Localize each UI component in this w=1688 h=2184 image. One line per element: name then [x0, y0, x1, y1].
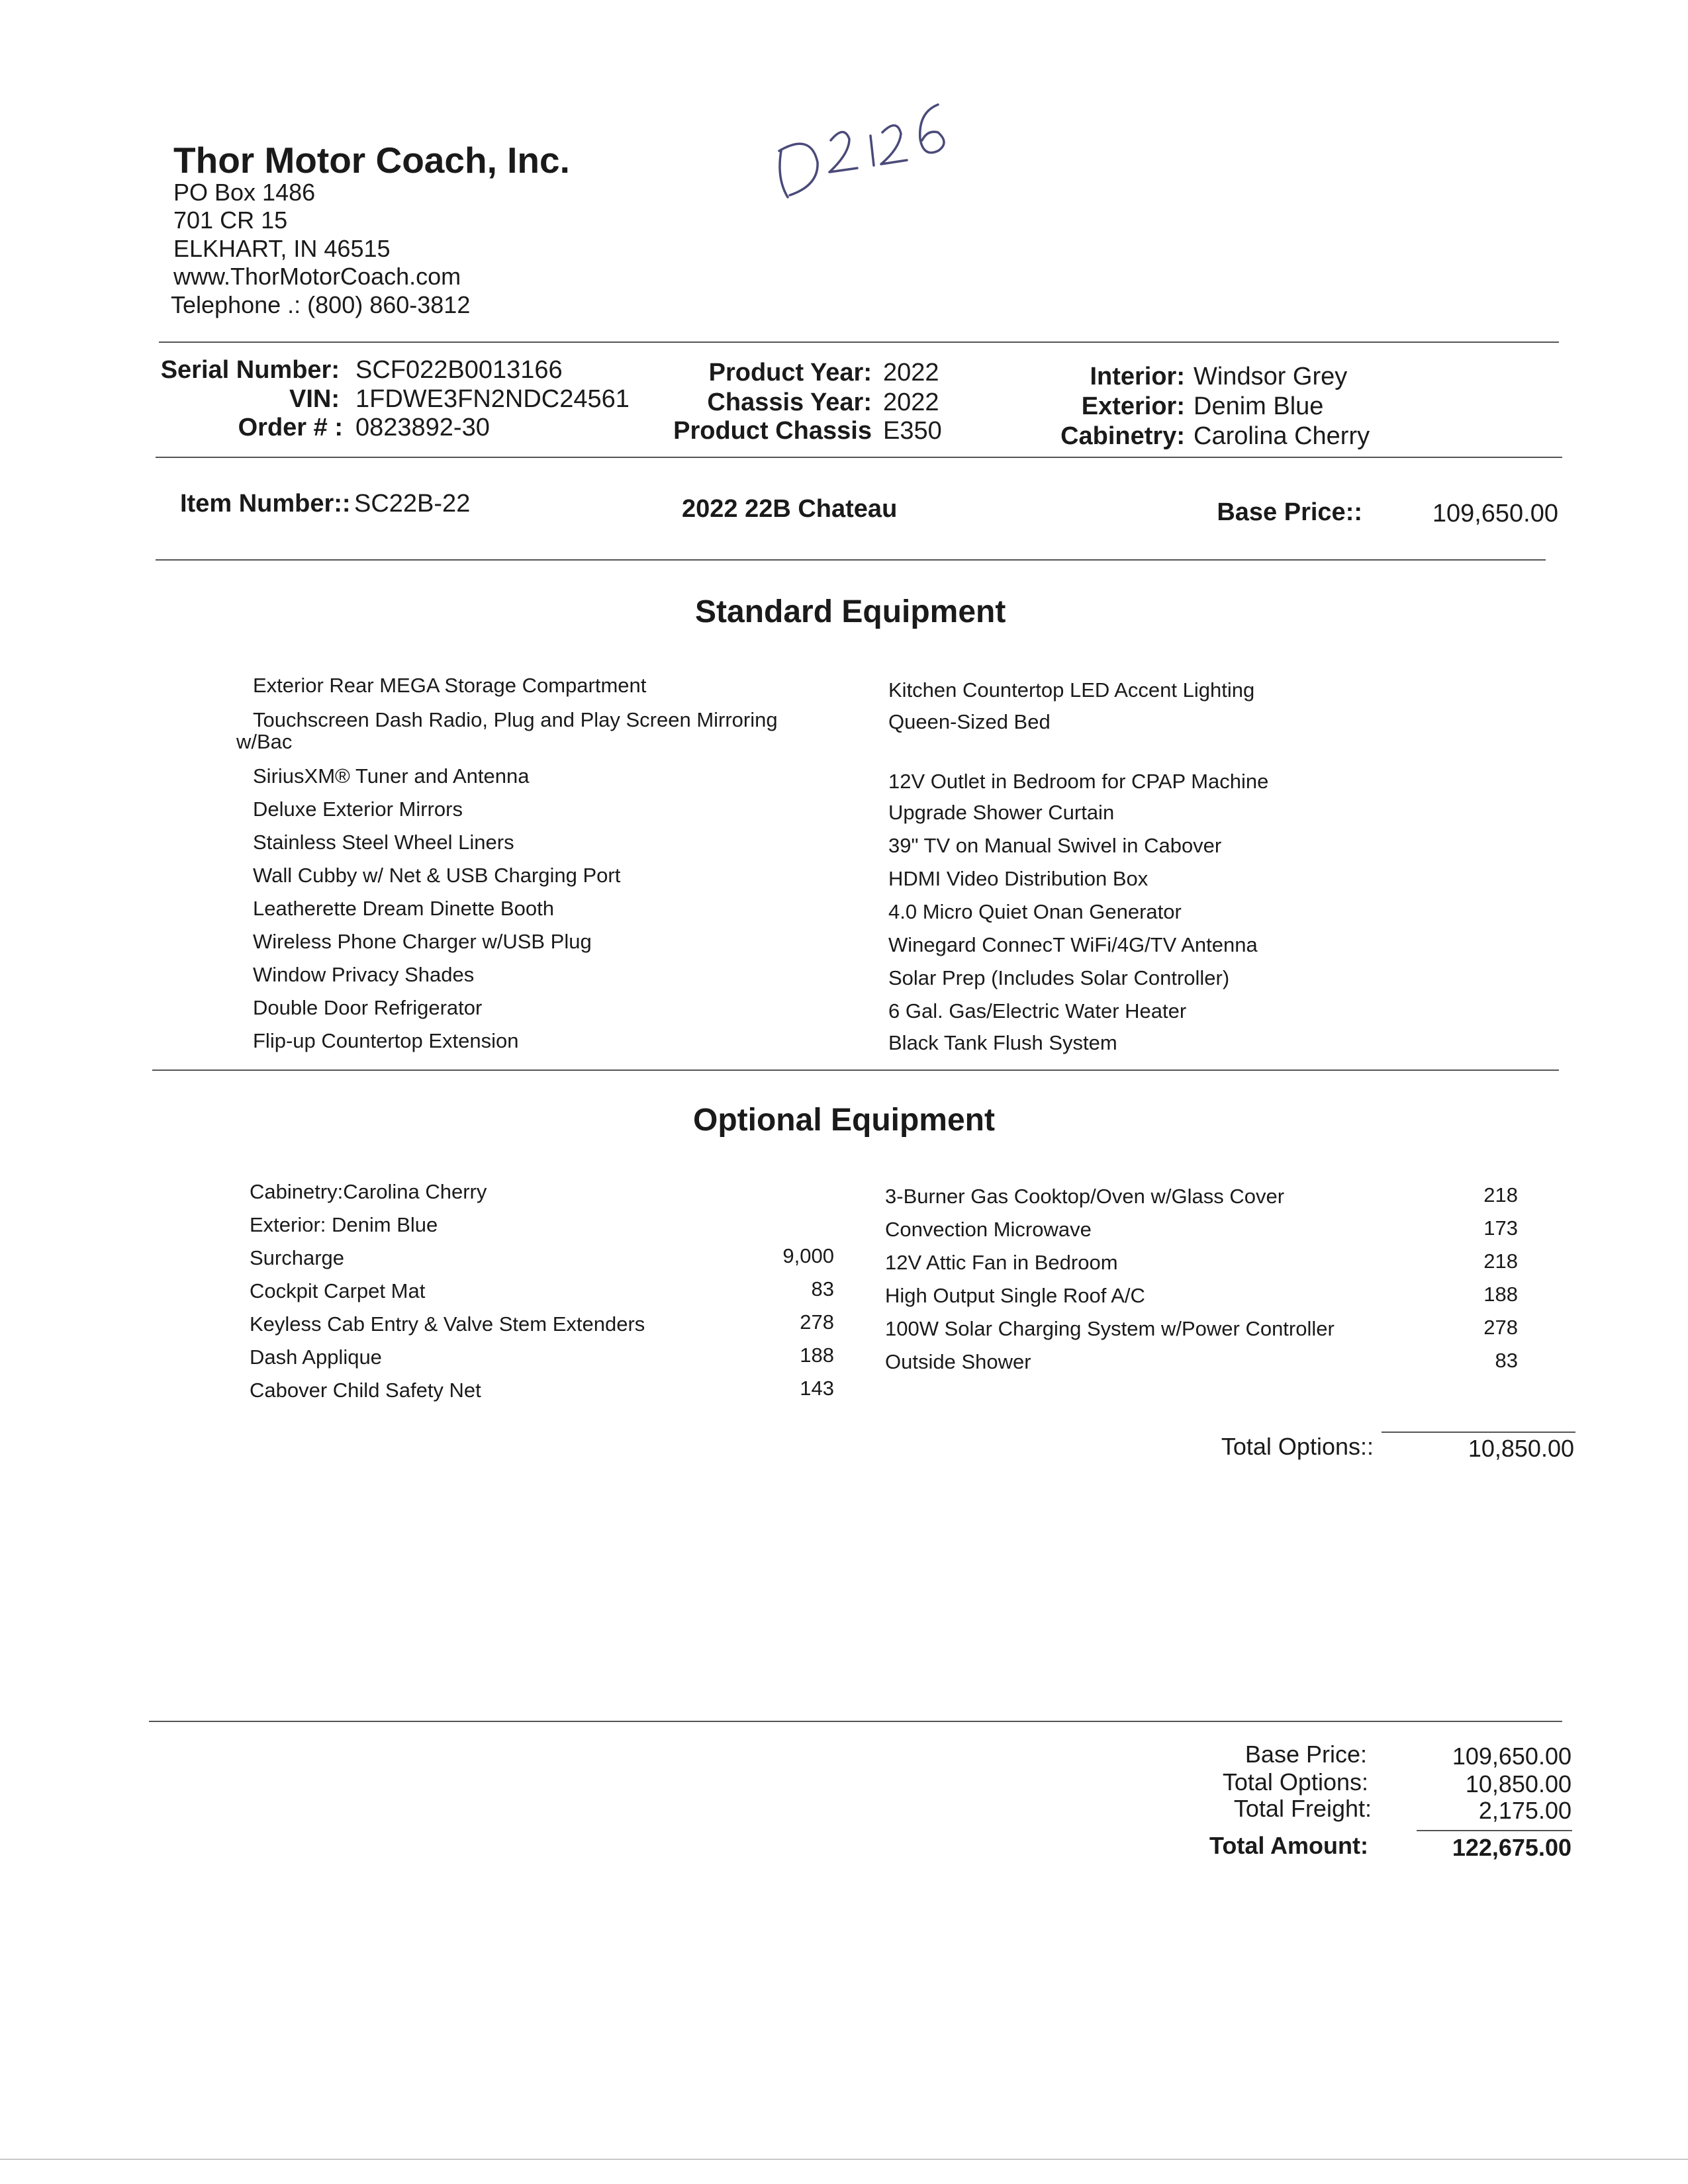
optional-item-name: 12V Attic Fan in Bedroom: [885, 1251, 1118, 1274]
standard-item: 12V Outlet in Bedroom for CPAP Machine: [888, 770, 1269, 793]
total-options-label: Total Options::: [1221, 1433, 1374, 1460]
product-chassis-value: E350: [883, 417, 942, 445]
standard-item: Kitchen Countertop LED Accent Lighting: [888, 678, 1255, 702]
standard-item: Wireless Phone Charger w/USB Plug: [253, 930, 592, 953]
chassis-year-value: 2022: [883, 388, 939, 416]
divider-standard-equipment: [152, 1069, 1559, 1071]
optional-item-price: 218: [1483, 1250, 1518, 1273]
optional-item-price: 278: [800, 1310, 834, 1334]
standard-item: SiriusXM® Tuner and Antenna: [253, 764, 530, 788]
vin-label: VIN:: [289, 385, 340, 413]
optional-item-name: Cockpit Carpet Mat: [250, 1279, 426, 1302]
divider-vehicle: [156, 457, 1562, 458]
standard-item: Touchscreen Dash Radio, Plug and Play Screen Mirroring: [253, 708, 778, 731]
optional-item-price: 218: [1483, 1183, 1518, 1206]
summary-total-options-label: Total Options:: [1222, 1768, 1368, 1796]
summary-base-price-value: 109,650.00: [1452, 1743, 1571, 1770]
vin-value: 1FDWE3FN2NDC24561: [355, 385, 630, 413]
summary-total-amount-label: Total Amount:: [1209, 1832, 1368, 1859]
standard-item: 39" TV on Manual Swivel in Cabover: [888, 834, 1222, 857]
optional-item-name: Outside Shower: [885, 1350, 1031, 1373]
total-options-value: 10,850.00: [1468, 1435, 1574, 1462]
cabinetry-value: Carolina Cherry: [1194, 422, 1370, 450]
optional-item-name: Cabover Child Safety Net: [250, 1379, 481, 1402]
standard-item: Leatherette Dream Dinette Booth: [253, 897, 554, 920]
standard-item: Stainless Steel Wheel Liners: [253, 831, 514, 854]
standard-item: Window Privacy Shades: [253, 963, 475, 986]
page-bottom-edge: [0, 2159, 1688, 2160]
standard-item: Solar Prep (Includes Solar Controller): [888, 966, 1230, 989]
product-year-value: 2022: [883, 359, 939, 387]
interior-value: Windsor Grey: [1194, 363, 1348, 390]
exterior-label: Exterior:: [1081, 392, 1185, 420]
serial-number-label: Serial Number:: [160, 356, 340, 384]
chassis-year-label: Chassis Year:: [707, 388, 872, 416]
optional-item-name: High Output Single Roof A/C: [885, 1284, 1145, 1307]
cabinetry-label: Cabinetry:: [1060, 422, 1185, 450]
optional-item-price: 188: [1483, 1283, 1518, 1306]
optional-equipment-title: Optional Equipment: [693, 1103, 995, 1138]
optional-item-price: 188: [800, 1343, 834, 1367]
standard-item: w/Bac: [236, 730, 293, 753]
optional-item-name: 100W Solar Charging System w/Power Controller: [885, 1317, 1335, 1340]
optional-item-name: Exterior: Denim Blue: [250, 1213, 438, 1236]
optional-item-price: 173: [1483, 1216, 1518, 1240]
standard-item: 4.0 Micro Quiet Onan Generator: [888, 900, 1182, 923]
interior-label: Interior:: [1090, 363, 1185, 390]
summary-total-options-value: 10,850.00: [1465, 1770, 1571, 1797]
company-website: www.ThorMotorCoach.com: [173, 263, 461, 290]
optional-item-name: Convection Microwave: [885, 1218, 1092, 1241]
item-number-value: SC22B-22: [354, 490, 471, 518]
divider-item: [156, 559, 1546, 561]
item-number-label: Item Number::: [180, 490, 351, 518]
order-number-value: 0823892-30: [355, 414, 490, 441]
divider-summary: [149, 1721, 1562, 1722]
handwritten-note: [765, 99, 963, 212]
order-number-label: Order # :: [238, 414, 343, 441]
optional-item-price: 83: [1495, 1349, 1518, 1372]
optional-item-name: 3-Burner Gas Cooktop/Oven w/Glass Cover: [885, 1185, 1285, 1208]
standard-item: Double Door Refrigerator: [253, 996, 483, 1019]
serial-number-value: SCF022B0013166: [355, 356, 563, 384]
divider-total-amount: [1417, 1830, 1572, 1831]
standard-item: Wall Cubby w/ Net & USB Charging Port: [253, 864, 621, 887]
optional-item-price: 143: [800, 1377, 834, 1400]
optional-item-price: 9,000: [782, 1244, 834, 1267]
standard-item: Deluxe Exterior Mirrors: [253, 797, 463, 821]
optional-item-price: 278: [1483, 1316, 1518, 1339]
standard-item: Queen-Sized Bed: [888, 710, 1051, 733]
optional-item-name: Cabinetry:Carolina Cherry: [250, 1180, 487, 1203]
standard-item: Flip-up Countertop Extension: [253, 1029, 519, 1052]
summary-total-amount-value: 122,675.00: [1452, 1834, 1571, 1861]
divider-header: [159, 341, 1559, 343]
summary-total-freight-value: 2,175.00: [1478, 1797, 1571, 1824]
standard-item: HDMI Video Distribution Box: [888, 867, 1149, 890]
company-address-city: ELKHART, IN 46515: [173, 235, 391, 262]
optional-item-name: Surcharge: [250, 1246, 345, 1269]
company-address-po-box: PO Box 1486: [173, 179, 316, 206]
standard-item: Black Tank Flush System: [888, 1031, 1117, 1054]
optional-item-price: 83: [811, 1277, 834, 1300]
product-chassis-label: Product Chassis: [673, 417, 872, 445]
model-name: 2022 22B Chateau: [682, 495, 898, 523]
summary-total-freight-label: Total Freight:: [1233, 1795, 1372, 1822]
divider-total-options: [1382, 1432, 1575, 1433]
base-price-label: Base Price::: [1217, 498, 1362, 526]
standard-equipment-title: Standard Equipment: [695, 594, 1006, 629]
optional-item-name: Keyless Cab Entry & Valve Stem Extenders: [250, 1312, 645, 1336]
company-telephone: Telephone .: (800) 860-3812: [171, 291, 471, 318]
summary-base-price-label: Base Price:: [1244, 1741, 1367, 1768]
company-name: Thor Motor Coach, Inc.: [173, 140, 570, 181]
standard-item: 6 Gal. Gas/Electric Water Heater: [888, 999, 1187, 1023]
base-price-value: 109,650.00: [1432, 500, 1558, 527]
exterior-value: Denim Blue: [1194, 392, 1324, 420]
standard-item: Winegard ConnecT WiFi/4G/TV Antenna: [888, 933, 1258, 956]
company-address-street: 701 CR 15: [173, 206, 288, 234]
standard-item: Upgrade Shower Curtain: [888, 801, 1115, 824]
product-year-label: Product Year:: [708, 359, 872, 387]
optional-item-name: Dash Applique: [250, 1345, 382, 1369]
standard-item: Exterior Rear MEGA Storage Compartment: [253, 674, 647, 697]
